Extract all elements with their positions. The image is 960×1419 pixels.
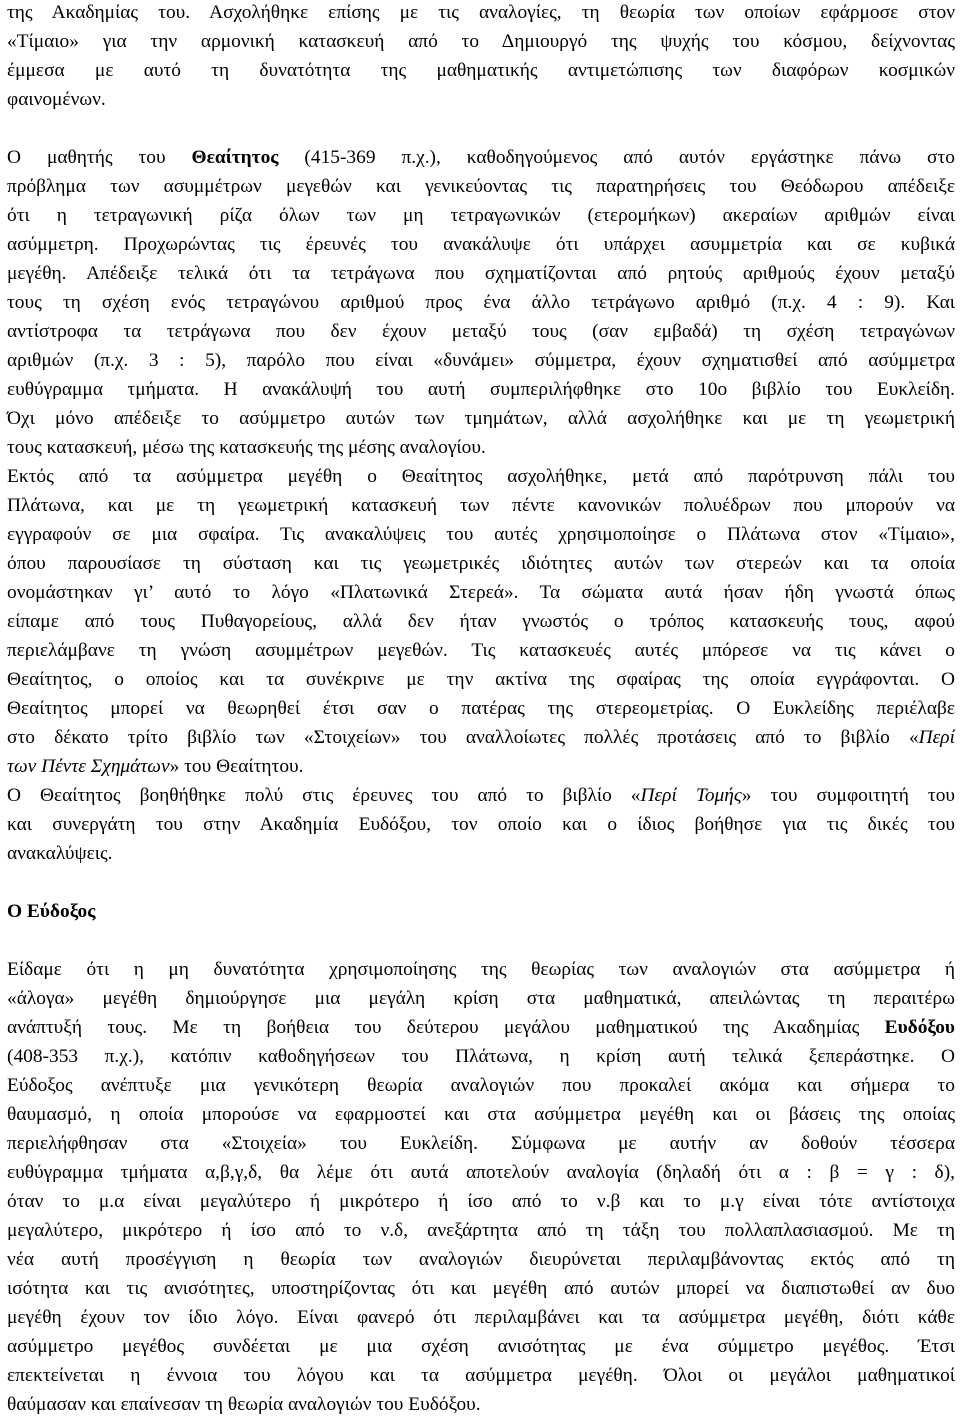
text-line — [7, 433, 955, 462]
italic-text: Περί Τομής — [640, 785, 742, 806]
text-line — [7, 85, 955, 114]
bold-text: Ο Εύδοξος — [7, 901, 96, 922]
text-line — [7, 665, 955, 694]
text-line — [7, 1013, 955, 1042]
text-run: ονομάστηκαν γι’ αυτό το λόγο «Πλατωνικά Στερεά». Τα σώματα αυτά ήσαν ήδη γνωστά όπως — [7, 582, 955, 603]
paragraph-spacer — [7, 926, 955, 955]
text-line — [7, 578, 955, 607]
text-line — [7, 955, 955, 984]
text-run: είπαμε από τους Πυθαγορείους, αλλά δεν ήταν γνωστός ο τρόπος κατασκευής τους, αφού — [7, 611, 955, 632]
text-line — [7, 1274, 955, 1303]
text-line — [7, 259, 955, 288]
text-run: ασύμμετρη. Προχωρώντας τις έρευνές του ανακάλυψε ότι υπάρχει ασυμμετρία και σε κυβικά — [7, 234, 955, 255]
text-run: τους τη σχέση ενός τετραγώνου αριθμού προς ένα άλλο τετράγωνο αριθμό (π.χ. 4 : 9). Και — [7, 292, 955, 313]
paragraph-spacer — [7, 114, 955, 143]
paragraph — [7, 955, 955, 1419]
text-line — [7, 172, 955, 201]
text-line — [7, 839, 955, 868]
text-run: επεκτείνεται η έννοια του λόγου και τα ασύμμετρα μεγέθη. Όλοι οι μεγάλοι μαθηματικοί — [7, 1365, 955, 1386]
text-run: (408-353 π.χ.), κατόπιν καθοδηγήσεων του Πλάτωνα, η κρίση αυτή τελικά ξεπεράστηκε. Ο — [7, 1046, 955, 1067]
paragraph — [7, 143, 955, 462]
paragraph-spacer — [7, 868, 955, 897]
text-run: «άλογα» μεγέθη δημιούργησε μια μεγάλη κρίση στα μαθηματικά, απειλώντας τη περαιτέρω — [7, 988, 955, 1009]
text-run: Ο μαθητής του — [7, 147, 192, 168]
text-run: » του Θεαίτητου. — [169, 756, 304, 777]
text-run: μεγαλύτερο, μικρότερο ή ίσο από το ν.δ, ανεξάρτητα από τη τάξη του πολλαπλασιασμού. Με τη — [7, 1220, 955, 1241]
text-run: Πλάτωνα, και με τη γεωμετρική κατασκευή των πέντε κανονικών πολυέδρων που μπορούν να — [7, 495, 955, 516]
text-line — [7, 636, 955, 665]
text-line — [7, 1158, 955, 1187]
text-line — [7, 1303, 955, 1332]
text-line — [7, 520, 955, 549]
bold-text: Ευδόξου — [884, 1017, 955, 1038]
text-run: «Τίμαιο» για την αρμονική κατασκευή από το Δημιουργό της ψυχής του κόσμου, δείχνοντας — [7, 31, 955, 52]
text-run: έμμεσα με αυτό τη δυνατότητα της μαθηματικής αντιμετώπισης των διαφόρων κοσμικών — [7, 60, 955, 81]
italic-text: των Πέντε Σχημάτων — [7, 756, 170, 777]
text-run: Θεαίτητος μπορεί να θεωρηθεί έτσι σαν ο πατέρας της στερεομετρίας. Ο Ευκλείδης περιέλαβε — [7, 698, 955, 719]
text-line — [7, 1216, 955, 1245]
text-line — [7, 288, 955, 317]
paragraph — [7, 897, 955, 926]
text-run: τους κατασκευή, μέσω της κατασκευής της μέσης αναλογίου. — [7, 437, 486, 458]
text-run: ισότητα και τις ανισότητες, υποστηρίζοντας ότι και μεγέθη από αυτών μπορεί να διαπιστωθεί αν δυο — [7, 1278, 955, 1299]
text-line — [7, 1129, 955, 1158]
text-run: της Ακαδημίας του. Ασχολήθηκε επίσης με τις αναλογίες, τη θεωρία των οποίων εφάρμοσε στον — [7, 2, 955, 23]
text-line — [7, 491, 955, 520]
text-line — [7, 810, 955, 839]
text-run: πρόβλημα των ασυμμέτρων μεγεθών και γενικεύοντας τις παρατηρήσεις του Θεόδωρου απέδειξε — [7, 176, 955, 197]
text-run: Θεαίτητος, ο οποίος και τα συνέκρινε με την ακτίνα της σφαίρας της οποία εγγράφονται. Ο — [7, 669, 955, 690]
text-line — [7, 1071, 955, 1100]
text-run: περιελάμβανε τη γνώση ασυμμέτρων μεγεθών. Τις κατασκευές αυτές μπόρεσε να τις κάνει ο — [7, 640, 955, 661]
text-line — [7, 0, 955, 27]
text-run: φαινομένων. — [7, 89, 106, 110]
text-run: ευθύγραμμα τμήματα. Η ανακάλυψή του αυτή συμπεριλήφθηκε στο 10ο βιβλίο του Ευκλείδη. — [7, 379, 955, 400]
text-line — [7, 375, 955, 404]
text-run: όπου παρουσίασε τη σύσταση και τις γεωμετρικές ιδιότητες αυτών των στερεών και τα οποία — [7, 553, 955, 574]
text-line — [7, 1042, 955, 1071]
text-line — [7, 1100, 955, 1129]
text-line — [7, 346, 955, 375]
bold-text: Θεαίτητος — [191, 147, 279, 168]
text-line — [7, 143, 955, 172]
text-line — [7, 27, 955, 56]
text-run: μεγέθη έχουν τον ίδιο λόγο. Είναι φανερό ότι περιλαμβάνει και τα ασύμμετρα μεγέθη, διότι κάθε — [7, 1307, 955, 1328]
text-run: θαυμασμό, η οποία μπορούσε να εφαρμοστεί και στα ασύμμετρα μεγέθη και οι βάσεις της οποίας — [7, 1104, 955, 1125]
text-line — [7, 1361, 955, 1390]
text-run: θαύμασαν και επαίνεσαν τη θεωρία αναλογιών του Ευδόξου. — [7, 1394, 481, 1415]
text-line — [7, 723, 955, 752]
text-run: Όχι μόνο απέδειξε το ασύμμετρο αυτών των τμημάτων, αλλά ασχολήθηκε και με τη γεωμετρική — [7, 408, 955, 429]
text-line — [7, 694, 955, 723]
paragraph — [7, 781, 955, 868]
text-line — [7, 984, 955, 1013]
text-line — [7, 1187, 955, 1216]
text-line — [7, 1332, 955, 1361]
text-run: (415-369 π.χ.), καθοδηγούμενος από αυτόν εργάστηκε πάνω στο — [278, 147, 955, 168]
text-run: ασύμμετρο μεγέθος συνδέεται με μια σχέση ανισότητας με ένα σύμμετρο μεγέθος. Έτσι — [7, 1336, 955, 1357]
text-line — [7, 897, 955, 926]
text-run: περιελήφθησαν στα «Στοιχεία» του Ευκλείδη. Σύμφωνα με αυτήν αν δοθούν τέσσερα — [7, 1133, 955, 1154]
text-run: όταν το μ.α είναι μεγαλύτερο ή μικρότερο ή ίσο από το ν.β και το μ.γ είναι τότε αντίστοιχα — [7, 1191, 955, 1212]
text-run: νέα αυτή προσέγγιση η θεωρία των αναλογιών διευρύνεται περιλαμβάνοντας εκτός από τη — [7, 1249, 955, 1270]
italic-text: Περί — [918, 727, 955, 748]
text-run: ότι η τετραγωνική ρίζα όλων των μη τετραγωνικών (ετερομήκων) ακεραίων αριθμών είναι — [7, 205, 955, 226]
text-line — [7, 230, 955, 259]
text-run: » του συμφοιτητή του — [741, 785, 955, 806]
text-run: Εκτός από τα ασύμμετρα μεγέθη ο Θεαίτητος ασχολήθηκε, μετά από παρότρυνση πάλι του — [7, 466, 955, 487]
text-run: και συνεργάτη του στην Ακαδημία Ευδόξου, τον οποίο και ο ίδιος βοήθησε για τις δικές του — [7, 814, 955, 835]
text-run: μεγέθη. Απέδειξε τελικά ότι τα τετράγωνα που σχηματίζονται από ρητούς αριθμούς έχουν μεταξύ — [7, 263, 955, 284]
text-run: Ο Θεαίτητος βοηθήθηκε πολύ στις έρευνες του από το βιβλίο « — [7, 785, 641, 806]
text-run: ανακαλύψεις. — [7, 843, 113, 864]
paragraph — [7, 0, 955, 114]
document-page — [7, 0, 955, 1419]
text-line — [7, 201, 955, 230]
text-run: ευθύγραμμα τμήματα α,β,γ,δ, θα λέμε ότι αυτά αποτελούν αναλογία (δηλαδή ότι α : β = γ : δ), — [7, 1162, 955, 1183]
text-line — [7, 752, 955, 781]
text-line — [7, 317, 955, 346]
text-run: ανάπτυξή τους. Με τη βοήθεια του δεύτερου μεγάλου μαθηματικού της Ακαδημίας — [7, 1017, 885, 1038]
text-run: στο δέκατο τρίτο βιβλίο των «Στοιχείων» του αναλλοίωτες πολλές προτάσεις από το βιβλίο « — [7, 727, 919, 748]
text-line — [7, 781, 955, 810]
text-line — [7, 607, 955, 636]
text-line — [7, 404, 955, 433]
text-line — [7, 462, 955, 491]
text-run: Εύδοξος ανέπτυξε μια γενικότερη θεωρία αναλογιών που προκαλεί ακόμα και σήμερα το — [7, 1075, 955, 1096]
text-run: αριθμών (π.χ. 3 : 5), παρόλο που είναι «δυνάμει» σύμμετρα, έχουν σχηματισθεί από ασύμμετρα — [7, 350, 955, 371]
text-line — [7, 56, 955, 85]
text-run: Είδαμε ότι η μη δυνατότητα χρησιμοποίησης της θεωρίας των αναλογιών στα ασύμμετρα ή — [7, 959, 955, 980]
text-line — [7, 1390, 955, 1419]
text-run: αντίστροφα τα τετράγωνα που δεν έχουν μεταξύ τους (σαν εμβαδά) τη σχέση τετραγώνων — [7, 321, 955, 342]
text-run: εγγραφούν σε μια σφαίρα. Τις ανακαλύψεις του αυτές χρησιμοποίησε ο Πλάτωνα στον «Τίμαιο», — [7, 524, 955, 545]
text-line — [7, 549, 955, 578]
paragraph — [7, 462, 955, 781]
text-line — [7, 1245, 955, 1274]
